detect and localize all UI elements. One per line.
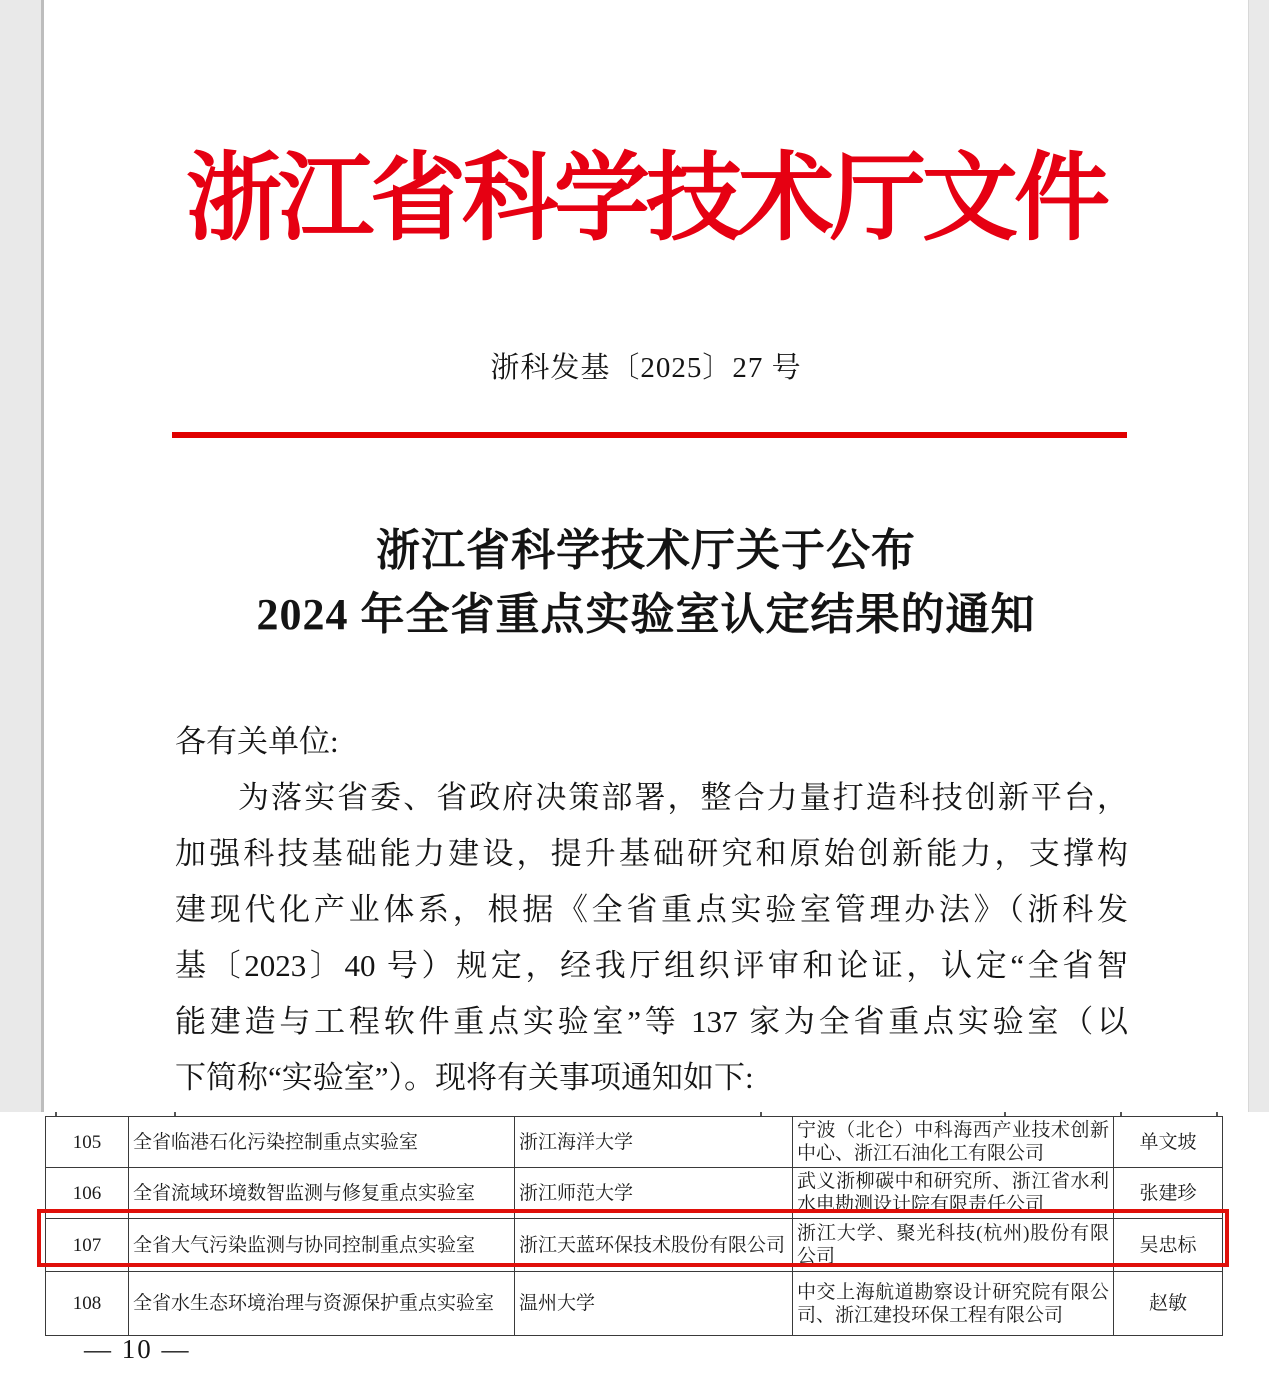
table-row: [46, 1168, 1223, 1219]
cell-index: 105: [46, 1117, 129, 1168]
body-line: 为落实省委、省政府决策部署，整合力量打造科技创新平台，: [238, 780, 1128, 815]
document-page: [41, 0, 1249, 1112]
cell-lab-name: 全省流域环境数智监测与修复重点实验室: [129, 1168, 515, 1219]
body-line-salutation: 各有关单位:: [175, 724, 339, 759]
cell-host-unit: 温州大学: [515, 1272, 793, 1336]
cell-director: 赵敏: [1114, 1272, 1223, 1336]
cell-lab-name: 全省大气污染监测与协同控制重点实验室: [129, 1219, 515, 1272]
cell-partner-units: 中交上海航道勘察设计研究院有限公司、浙江建投环保工程有限公司: [793, 1272, 1114, 1336]
cell-lab-name: 全省水生态环境治理与资源保护重点实验室: [129, 1272, 515, 1336]
cell-director: 单文坡: [1114, 1117, 1223, 1168]
notice-title-line1: 浙江省科学技术厅关于公布: [376, 526, 916, 575]
table-row: [46, 1117, 1223, 1168]
page-number: — 10 —: [84, 1334, 191, 1364]
table-row-highlighted: [46, 1219, 1223, 1272]
agency-header-title: 浙江省科学技术厅文件: [186, 145, 1106, 252]
body-line: 加强科技基础能力建设，提升基础研究和原始创新能力，支撑构: [175, 836, 1128, 871]
cell-host-unit: 浙江师范大学: [515, 1168, 793, 1219]
table-section: [0, 1112, 1269, 1386]
body-line: 能建造与工程软件重点实验室”等 137 家为全省重点实验室（以: [175, 1004, 1128, 1039]
cell-partner-units: 武义浙柳碳中和研究所、浙江省水利水电勘测设计院有限责任公司: [793, 1168, 1114, 1219]
cell-host-unit: 浙江海洋大学: [515, 1117, 793, 1168]
labs-table: [45, 1116, 1223, 1336]
body-line: 下简称“实验室”）。现将有关事项通知如下:: [175, 1060, 754, 1095]
cell-partner-units: 浙江大学、聚光科技(杭州)股份有限公司: [793, 1219, 1114, 1272]
red-separator-rule: [172, 432, 1127, 438]
cell-partner-units: 宁波（北仑）中科海西产业技术创新中心、浙江石油化工有限公司: [793, 1117, 1114, 1168]
cell-index: 107: [46, 1219, 129, 1272]
cell-index: 108: [46, 1272, 129, 1336]
notice-title-line2: 2024 年全省重点实验室认定结果的通知: [256, 590, 1036, 639]
cell-director: 吴忠标: [1114, 1219, 1223, 1272]
body-line: 基〔2023〕40 号）规定，经我厅组织评审和论证，认定“全省智: [175, 948, 1128, 983]
cell-director: 张建珍: [1114, 1168, 1223, 1219]
body-line: 建现代化产业体系，根据《全省重点实验室管理办法》（浙科发: [175, 892, 1128, 927]
table-row: [46, 1272, 1223, 1336]
cell-lab-name: 全省临港石化污染控制重点实验室: [129, 1117, 515, 1168]
body-text: [175, 714, 1128, 1106]
cell-index: 106: [46, 1168, 129, 1219]
doc-number: 浙科发基〔2025〕27 号: [490, 352, 802, 384]
cell-host-unit: 浙江天蓝环保技术股份有限公司: [515, 1219, 793, 1272]
